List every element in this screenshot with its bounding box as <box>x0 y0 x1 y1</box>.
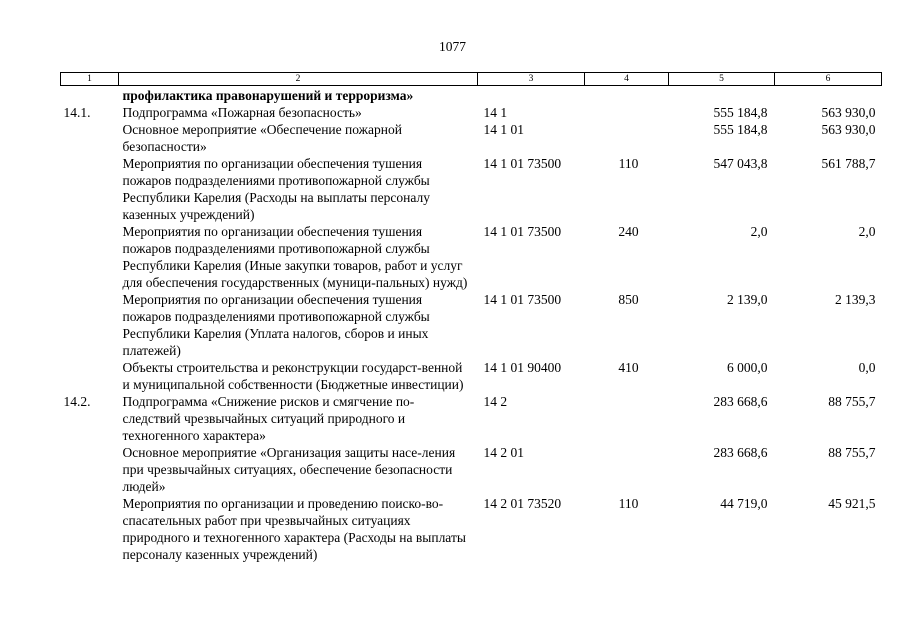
budget-table <box>60 72 882 563</box>
row-number-cell <box>61 223 119 291</box>
header-row <box>61 73 882 86</box>
row-amount-year2-cell: 2,0 <box>858 224 876 239</box>
header-cell-4: 4 <box>585 73 669 86</box>
row-name-cell: Основное мероприятие «Организация защиты насе-ления при чрезвычайных ситуациях, обеспечение безопасности людей» <box>122 445 456 494</box>
header-cell-1: 1 <box>61 73 119 86</box>
row-amount-year2-cell: 88 755,7 <box>828 445 876 460</box>
row-amount-year1-cell: 2 139,0 <box>727 292 768 307</box>
row-amount-year2-cell <box>775 86 882 105</box>
table-row <box>61 86 882 105</box>
row-expense-type-cell: 110 <box>618 156 639 171</box>
row-expense-type-cell: 410 <box>618 360 639 375</box>
page-number: 1077 <box>439 39 466 54</box>
row-number-cell <box>61 495 119 563</box>
row-expense-type-cell <box>585 86 669 105</box>
row-name-cell: Подпрограмма «Пожарная безопасность» <box>122 105 362 120</box>
table-row <box>61 121 882 155</box>
row-expense-type-cell <box>585 104 669 121</box>
row-expense-type-cell: 110 <box>618 496 639 511</box>
row-number-cell <box>61 444 119 495</box>
row-code-cell: 14 2 01 <box>483 445 524 460</box>
row-amount-year1-cell: 6 000,0 <box>727 360 768 375</box>
row-code-cell: 14 1 01 90400 <box>483 360 562 375</box>
table-row <box>61 291 882 359</box>
row-code-cell: 14 1 01 <box>483 122 524 137</box>
row-amount-year1-cell: 2,0 <box>750 224 768 239</box>
row-code-cell: 14 1 01 73500 <box>483 292 562 307</box>
row-expense-type-cell: 240 <box>618 224 639 239</box>
row-code-cell: 14 1 01 73500 <box>483 224 562 239</box>
table-row <box>61 104 882 121</box>
row-expense-type-cell <box>585 393 669 444</box>
row-number-cell <box>61 155 119 223</box>
header-cell-5: 5 <box>669 73 775 86</box>
row-amount-year2-cell: 563 930,0 <box>821 105 876 120</box>
row-amount-year2-cell: 88 755,7 <box>828 394 876 409</box>
table-row <box>61 359 882 393</box>
row-code-cell <box>478 86 585 105</box>
row-name-cell: Мероприятия по организации обеспечения тушения пожаров подразделениями противопожарной службы Республики Карелия (Иные закупки товаров, работ и услуг для обеспечения государственных (муници-пальных) нужд) <box>122 224 468 290</box>
row-expense-type-cell <box>585 121 669 155</box>
row-amount-year2-cell: 563 930,0 <box>821 122 876 137</box>
row-code-cell: 14 1 01 73500 <box>483 156 562 171</box>
row-name-cell: Объекты строительства и реконструкции государст-венной и муниципальной собственности (Бюджетные инвестиции) <box>122 360 464 392</box>
row-amount-year1-cell: 44 719,0 <box>720 496 768 511</box>
row-amount-year1-cell: 283 668,6 <box>713 394 768 409</box>
row-amount-year2-cell: 45 921,5 <box>828 496 876 511</box>
row-amount-year1-cell: 283 668,6 <box>713 445 768 460</box>
table-row <box>61 393 882 444</box>
table-row <box>61 495 882 563</box>
row-amount-year1-cell: 555 184,8 <box>713 122 768 137</box>
row-amount-year2-cell: 561 788,7 <box>821 156 876 171</box>
row-number-cell <box>61 86 119 105</box>
row-name-cell: Основное мероприятие «Обеспечение пожарной безопасности» <box>122 122 402 154</box>
row-number-cell: 14.1. <box>63 105 91 120</box>
header-cell-2: 2 <box>119 73 478 86</box>
row-name-cell: профилактика правонарушений и терроризма» <box>122 88 414 103</box>
table-row <box>61 223 882 291</box>
row-name-cell: Мероприятия по организации и проведению поиско-во-спасательных работ при чрезвычайных ситуациях природного и техногенного характера (Расходы на выплаты персоналу казенных учреждений) <box>122 496 466 562</box>
row-number-cell <box>61 291 119 359</box>
table-body <box>61 86 882 564</box>
header-cell-6: 6 <box>775 73 882 86</box>
row-name-cell: Мероприятия по организации обеспечения тушения пожаров подразделениями противопожарной службы Республики Карелия (Расходы на выплаты персоналу казенных учреждений) <box>122 156 430 222</box>
table-header <box>61 73 882 86</box>
table-row <box>61 444 882 495</box>
row-code-cell: 14 1 <box>483 105 508 120</box>
table-row <box>61 155 882 223</box>
row-number-cell <box>61 121 119 155</box>
row-name-cell: Мероприятия по организации обеспечения тушения пожаров подразделениями противопожарной службы Республики Карелия (Уплата налогов, сборов и иных платежей) <box>122 292 430 358</box>
row-amount-year2-cell: 0,0 <box>858 360 876 375</box>
row-amount-year1-cell <box>669 86 775 105</box>
row-amount-year1-cell: 555 184,8 <box>713 105 768 120</box>
row-expense-type-cell: 850 <box>618 292 639 307</box>
row-amount-year2-cell: 2 139,3 <box>835 292 876 307</box>
row-code-cell: 14 2 01 73520 <box>483 496 562 511</box>
row-expense-type-cell <box>585 444 669 495</box>
row-amount-year1-cell: 547 043,8 <box>713 156 768 171</box>
row-code-cell: 14 2 <box>483 394 508 409</box>
row-name-cell: Подпрограмма «Снижение рисков и смягчение по-следствий чрезвычайных ситуаций природного и техногенного характера» <box>122 394 415 443</box>
row-number-cell: 14.2. <box>63 394 91 409</box>
header-cell-3: 3 <box>478 73 585 86</box>
row-number-cell <box>61 359 119 393</box>
